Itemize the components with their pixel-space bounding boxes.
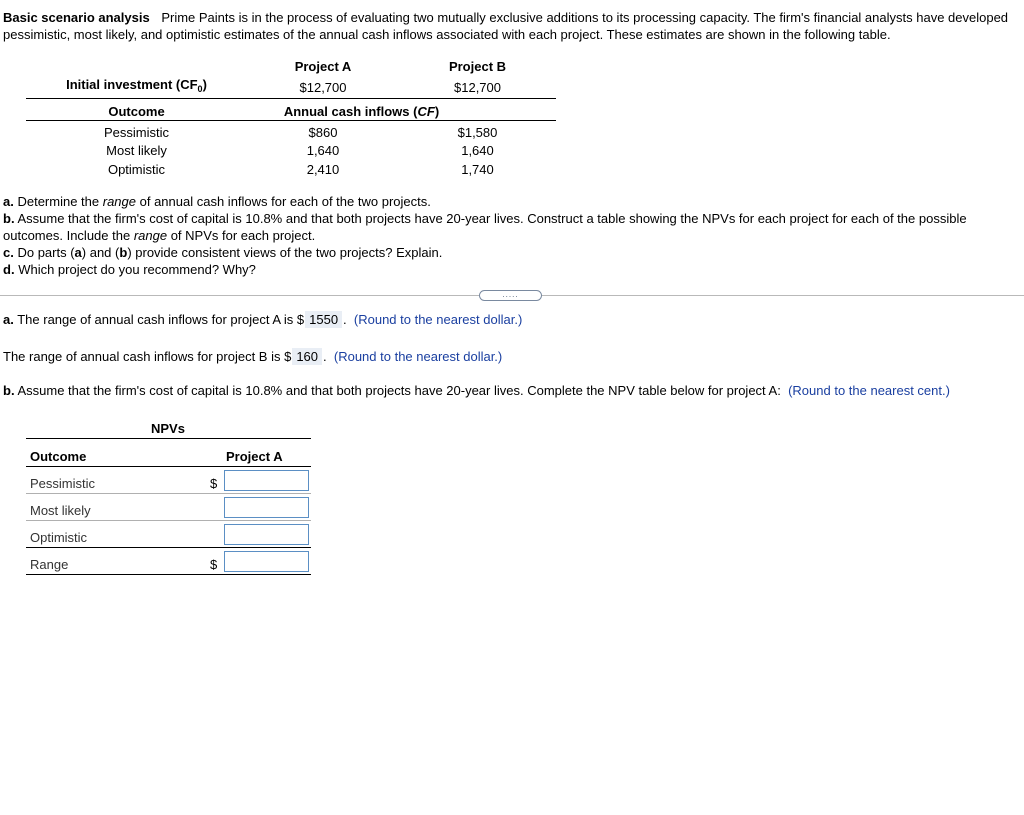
- cell-b: 1,640: [461, 143, 494, 158]
- npv-outcome-header: Outcome: [30, 449, 87, 464]
- question-b: b. Assume that the firm's cost of capital is 10.8% and that both projects have 20-year lives. Construct a table showing the NPVs for each project for each of the possible outcomes. Include the range of NPVs for each project.: [3, 211, 967, 243]
- cell-a: 1,640: [306, 143, 340, 158]
- npv-range-rule: [26, 547, 311, 548]
- npv-header-rule: [26, 466, 311, 467]
- row-label: Most likely: [106, 143, 167, 158]
- npv-row-label: Optimistic: [30, 530, 88, 545]
- question-list: [3, 193, 1003, 278]
- answer-b-range: The range of annual cash inflows for project B is $ 160 . (Round to the nearest dollar.): [3, 349, 503, 364]
- col-project-a: Project A: [294, 59, 352, 74]
- col-project-b: Project B: [448, 59, 507, 74]
- annual-cash-inflows-header: Annual cash inflows (CF): [247, 99, 556, 121]
- dollar-sign: $: [210, 557, 218, 572]
- round-hint: (Round to the nearest dollar.): [353, 312, 523, 327]
- problem-description: Prime Paints is in the process of evaluating two mutually exclusive additions to its processing capacity. The firm's financial analysts have developed pessimistic, most likely, and optimistic estimates of the annual cash inflows associated with each project. These estimates are shown in the following table.: [3, 10, 1009, 42]
- cell-a: $860: [308, 125, 338, 140]
- answer-b-value[interactable]: 160: [292, 348, 322, 365]
- npv-optimistic-input[interactable]: [224, 524, 309, 545]
- npv-row-label: Pessimistic: [30, 476, 96, 491]
- dollar-sign: $: [210, 476, 218, 491]
- row-label: Pessimistic: [103, 125, 169, 140]
- question-a: a. Determine the range of annual cash inflows for each of the two projects.: [3, 194, 431, 209]
- row-divider: [26, 520, 311, 521]
- npv-most-likely-input[interactable]: [224, 497, 309, 518]
- problem-title: Basic scenario analysis: [3, 10, 150, 25]
- npv-row-label: Most likely: [30, 503, 91, 518]
- part-b-instruction: b. Assume that the firm's cost of capital is 10.8% and that both projects have 20-year lives. Complete the NPV table below for project A: (Round to the nearest cent.): [3, 383, 950, 398]
- row-divider: [26, 493, 311, 494]
- answer-a-value[interactable]: 1550: [305, 311, 342, 328]
- problem-intro: [3, 9, 1015, 43]
- initial-investment-a: $12,700: [247, 76, 399, 99]
- expand-more-button[interactable]: .....: [479, 290, 542, 301]
- question-d: d. Which project do you recommend? Why?: [3, 262, 256, 277]
- npv-project-a-header: Project A: [226, 449, 283, 464]
- npv-top-rule: [26, 438, 311, 439]
- npv-range-input[interactable]: [224, 551, 309, 572]
- answer-a: a. The range of annual cash inflows for project A is $ 1550 . (Round to the nearest dollar.): [3, 312, 523, 327]
- round-hint: (Round to the nearest dollar.): [333, 349, 503, 364]
- initial-investment-b: $12,700: [399, 76, 556, 99]
- outcome-header: Outcome: [26, 99, 247, 121]
- cell-a: 2,410: [306, 162, 340, 177]
- initial-investment-label: Initial investment $(CF_0)$: [26, 76, 247, 99]
- question-c: c. Do parts (a) and (b) provide consistent views of the two projects? Explain.: [3, 245, 443, 260]
- row-label: Optimistic: [107, 162, 166, 177]
- npv-pessimistic-input[interactable]: [224, 470, 309, 491]
- npv-row-label: Range: [30, 557, 69, 572]
- cell-b: 1,740: [461, 162, 494, 177]
- cell-b: $1,580: [457, 125, 498, 140]
- cash-inflow-table: [26, 57, 556, 179]
- npv-bottom-rule: [26, 574, 311, 575]
- npv-table-title: NPVs: [151, 421, 185, 436]
- round-hint: (Round to the nearest cent.): [788, 383, 950, 398]
